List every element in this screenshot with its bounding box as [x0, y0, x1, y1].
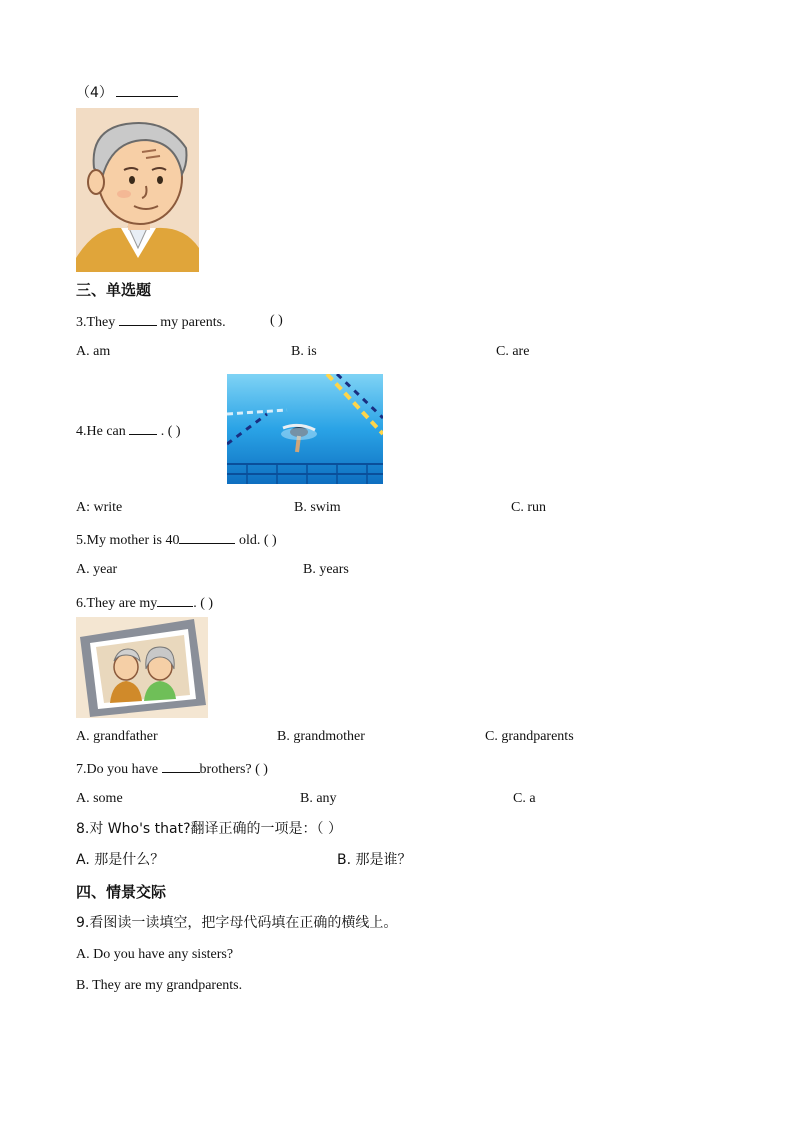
answer-blank[interactable] [157, 594, 193, 607]
question-7-stem: 7.Do you have [76, 762, 162, 777]
question-6-stem: 6.They are my [76, 596, 158, 611]
answer-blank[interactable] [179, 531, 235, 544]
option-b[interactable]: B. years [303, 562, 349, 577]
answer-blank[interactable] [116, 84, 178, 97]
option-a[interactable]: A. 那是什么？ [76, 852, 165, 868]
question-6-tail: . ( ) [193, 596, 214, 611]
question-5-tail: old. ( ) [235, 533, 277, 548]
question-4-tail: . ( ) [157, 424, 181, 439]
option-a[interactable]: A. grandfather [76, 729, 158, 744]
answer-blank[interactable] [162, 760, 200, 773]
question-3-stem-a: 3.They [76, 315, 119, 330]
question-9: 9.看图读一读填空，把字母代码填在正确的横线上。 [76, 915, 398, 931]
answer-blank[interactable] [119, 313, 157, 326]
option-c[interactable]: C. grandparents [485, 729, 574, 744]
option-b[interactable]: B. is [291, 344, 317, 359]
swimmer-drawing [227, 374, 383, 484]
option-c[interactable]: C. are [496, 344, 530, 359]
option-c[interactable]: C. run [511, 500, 546, 515]
question-7 [76, 760, 268, 778]
option-a[interactable]: A. some [76, 791, 123, 806]
dialogue-option-a: A. Do you have any sisters? [76, 947, 234, 962]
grandfather-illustration [76, 108, 199, 272]
option-b[interactable]: B. any [300, 791, 337, 806]
option-b[interactable]: B. swim [294, 500, 341, 515]
option-a[interactable]: A. am [76, 344, 111, 359]
option-b[interactable]: B. grandmother [277, 729, 365, 744]
question-4 [76, 422, 181, 440]
grandfather-drawing [76, 108, 199, 272]
section-4-title: 四、情景交际 [76, 883, 167, 901]
photo-frame-drawing [76, 617, 208, 718]
section-3-title: 三、单选题 [76, 281, 152, 299]
question-4-stem: 4.He can [76, 424, 130, 439]
question-4-prev [76, 84, 178, 102]
option-c[interactable]: C. a [513, 791, 536, 806]
question-number: （4） [76, 85, 113, 101]
question-5-stem: 5.My mother is 40 [76, 533, 180, 548]
question-5 [76, 531, 277, 549]
question-8: 8.对 Who's that?翻译正确的一项是：（ ） [76, 821, 342, 837]
option-b[interactable]: B. 那是谁？ [337, 852, 412, 868]
question-3-stem-b: my parents. [156, 315, 226, 330]
question-3-paren: ( ) [270, 313, 283, 328]
option-a[interactable]: A: write [76, 500, 123, 515]
option-a[interactable]: A. year [76, 562, 118, 577]
dialogue-option-b: B. They are my grandparents. [76, 978, 243, 993]
question-6 [76, 594, 213, 612]
answer-blank[interactable] [129, 422, 157, 435]
grandparents-photo-frame [76, 617, 208, 718]
swimming-pool-photo [227, 374, 383, 484]
question-7-tail: brothers? ( ) [199, 762, 268, 777]
question-3 [76, 313, 226, 331]
